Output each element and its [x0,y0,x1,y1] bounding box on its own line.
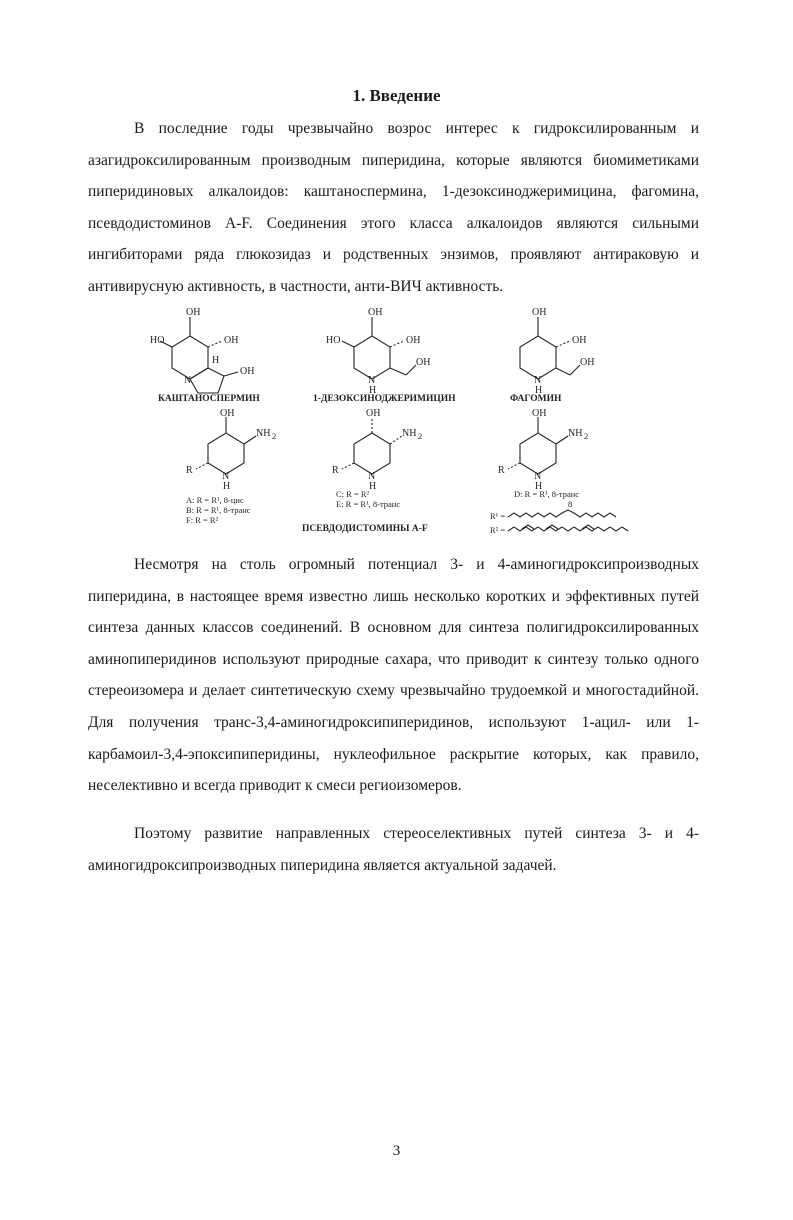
page-number: 3 [392,1143,401,1159]
atom-label: HO [326,335,341,346]
oh-hashed-bond [556,341,570,347]
ch2oh-wedge-bond [390,368,406,375]
atom-label: OH [366,408,381,419]
atom-label: OH [220,408,235,419]
chain-position-mark: 8 [568,499,573,509]
atom-subscript: 2 [272,431,277,441]
atom-label: OH [240,366,255,377]
pseudodistomin-left-structure [186,408,276,492]
piperidine-ring [354,336,390,379]
section-heading: 1. Введение [352,86,441,105]
variant-note: D: R = R¹, 8-транс [514,489,580,499]
fagomine-structure [520,307,594,396]
pyrrolidine-ring [190,368,224,393]
atom-label: NH [568,428,583,439]
atom-subscript: 2 [584,431,589,441]
atom-label: OH [532,307,547,318]
variant-note: E: R = R¹, 8-транс [336,499,401,509]
r1-label: R¹ = [490,511,506,521]
ch2oh-bond [406,365,416,375]
atom-label: OH [580,357,595,368]
atom-label: H [223,481,231,492]
atom-label: OH [416,357,431,368]
variant-note: F: R = R² [186,515,219,525]
castanospermine-structure [150,307,254,393]
variant-note: A: R = R¹, 8-цис [186,495,244,505]
atom-label: NH [256,428,271,439]
atom-label: N [368,471,376,482]
atom-label: OH [532,408,547,419]
ho-bond [342,341,354,347]
structures-svg [150,303,640,543]
ch2oh-wedge-bond [556,368,570,375]
nh2-wedge-bond [244,436,256,444]
pseudodistomin-right-structure [498,408,588,492]
piperidine-ring [520,433,556,474]
compound-name: ФАГОМИН [510,394,562,404]
r1-alkyl-chain [508,510,616,517]
piperidine-ring [208,433,244,474]
pseudodistomins-title: ПСЕВДОДИСТОМИНЫ A-F [302,524,428,534]
atom-label: N [368,375,376,386]
compound-name: КАШТАНОСПЕРМИН [158,394,260,404]
compound-name: 1-ДЕЗОКСИНОДЖЕРИМИЦИН [313,394,456,404]
r-hashed-bond [508,463,520,469]
pseudodistomin-middle-structure [332,408,422,492]
variant-note: B: R = R¹, 8-транс [186,505,251,515]
atom-label: OH [406,335,421,346]
atom-label: OH [224,335,239,346]
piperidine-ring [520,336,556,379]
atom-label: R [186,465,193,476]
atom-label: N [222,471,230,482]
atom-label: N [184,375,192,386]
atom-label: OH [186,307,201,318]
paragraph-conclusion: Поэтому развитие направленных стереоселективных путей синтеза 3- и 4-аминогидроксипроизводных пиперидина является актуальной задачей. [88,825,699,874]
r2-label: R² = [490,525,506,535]
piperidine-ring [354,433,390,474]
atom-subscript: 2 [418,431,423,441]
r-hashed-bond [342,463,354,469]
nh2-hashed-bond [390,436,402,444]
atom-label: OH [368,307,383,318]
r2-polyene-chain [508,527,628,531]
atom-label: H [535,385,543,396]
nh2-wedge-bond [556,436,568,444]
atom-label: OH [572,335,587,346]
deoxynojirimycin-structure [326,307,430,396]
atom-label: N [534,471,542,482]
atom-label: H [369,481,377,492]
atom-label: N [534,375,542,386]
ch2oh-bond [570,365,580,375]
oh-hashed-bond [208,341,222,347]
atom-label: H [535,481,543,492]
alkaloid-structures-figure [150,303,640,543]
atom-label: HO [150,335,165,346]
r-hashed-bond [196,463,208,469]
paragraph-intro: В последние годы чрезвычайно возрос интерес к гидроксилированным и азагидроксилированным производным пиперидина, которые являются биомиметиками пиперидиновых алкалоидов: каштаноспермина, 1-дезоксиноджеримицина, фагомина, псевдодистоминов A-F. Соединения этого класса алкалоидов являются сильными ингибиторами ряда глюкозидаз и родственных энзимов, проявляют антираковую и антивирусную активность, в частности, анти-ВИЧ активность. [88,120,699,295]
atom-label: R [332,465,339,476]
oh-hashed-bond [390,341,404,347]
atom-label: R [498,465,505,476]
variant-note: C: R = R² [336,489,370,499]
oh-wedge-bond [224,372,238,376]
paragraph-synthesis: Несмотря на столь огромный потенциал 3- и 4-аминогидроксипроизводных пиперидина, в настоящее время известно лишь несколько коротких и эффективных путей синтеза данных классов соединений. В основном для синтеза полигидроксилированных аминопиперидинов используют природные сахара, что приводит к синтезу только одного стереоизомера и делает синтетическую схему чрезвычайно трудоемкой и многостадийной. Для получения транс-3,4-аминогидроксипиперидинов, используют 1-ацил- или 1-карбамоил-3,4-эпоксипиперидины, нуклеофильное раскрытие которых, как правило, неселективно и всегда приводит к смеси региоизомеров. [88,556,699,795]
piperidine-ring [172,336,208,379]
atom-label: H [212,355,220,366]
atom-label: NH [402,428,417,439]
atom-label: H [369,385,377,396]
